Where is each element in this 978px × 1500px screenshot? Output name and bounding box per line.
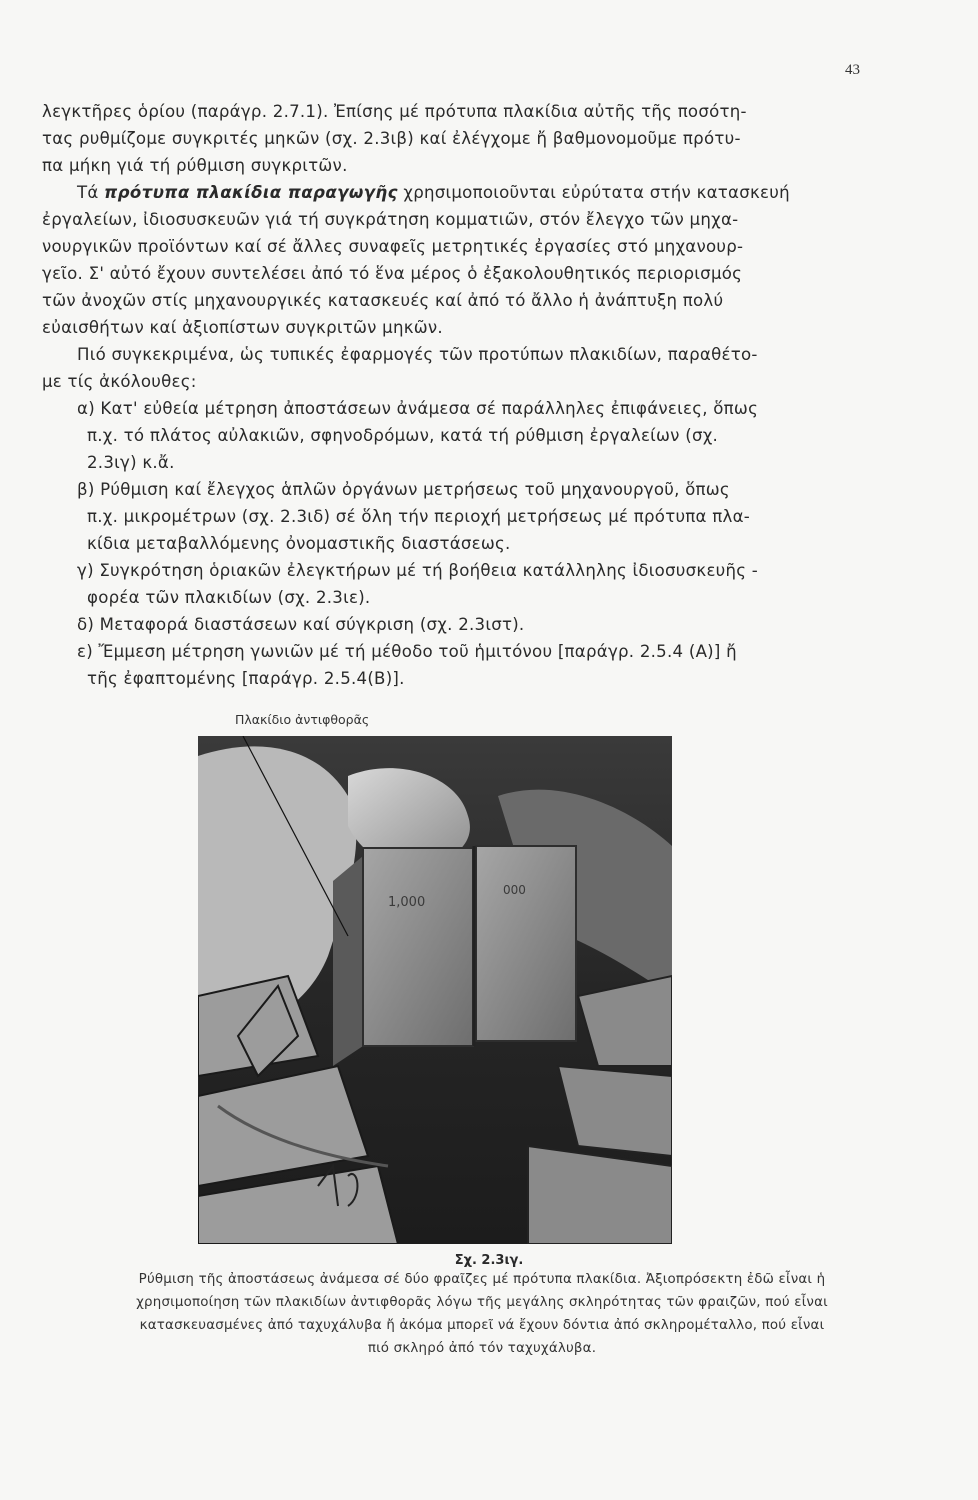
list-item-e: ε) Ἔμμεση μέτρηση γωνιῶν μέ τή μέθοδο τοῦ ἡμιτόνου [παράγρ. 2.5.4 (Α)] ἤ bbox=[77, 642, 737, 661]
text-line bbox=[42, 179, 852, 206]
paragraph-1 bbox=[42, 98, 852, 179]
block-right-marking: 000 bbox=[503, 883, 526, 897]
text-line: τῶν ἀνοχῶν στίς μηχανουργικές κατασκευές καί ἀπό τό ἄλλο ἡ ἀνάπτυξη πολύ bbox=[42, 291, 724, 310]
text-line: ἐργαλείων, ἰδιοσυσκευῶν γιά τή συγκράτηση κομματιῶν, στόν ἔλεγχο τῶν μηχα- bbox=[42, 210, 739, 229]
paragraph-3 bbox=[42, 341, 852, 395]
caption-line: κατασκευασμένες ἀπό ταχυχάλυβα ἤ ἀκόμα μπορεῖ νά ἔχουν δόντια ἀπό σκληρομέταλλο, πού εἶναι bbox=[139, 1318, 825, 1333]
caption-line: Ρύθμιση τῆς ἀποστάσεως ἀνάμεσα σέ δύο φραῖζες μέ πρότυπα πλακίδια. Ἀξιοπρόσεκτη ἐδῶ εἶναι ἡ bbox=[138, 1272, 826, 1287]
figure-photo bbox=[198, 736, 672, 1244]
emphasized-term: πρότυπα πλακίδια παραγωγῆς bbox=[104, 183, 398, 202]
list-item-c: γ) Συγκρότηση ὁριακῶν ἐλεγκτήρων μέ τή βοήθεια κατάλληλης ἰδιοσυσκευῆς - bbox=[77, 561, 759, 580]
list-item-d: δ) Μεταφορά διαστάσεων καί σύγκριση (σχ. 2.3ιστ). bbox=[77, 615, 525, 634]
page-number: 43 bbox=[845, 62, 860, 78]
block-side bbox=[333, 856, 363, 1066]
caption-line: χρησιμοποίηση τῶν πλακιδίων ἀντιφθορᾶς λόγω τῆς μεγάλης σκληρότητας τῶν φραιζῶν, πού εἶναι bbox=[136, 1295, 828, 1310]
body-text bbox=[42, 98, 852, 692]
list-item-continuation: π.χ. τό πλάτος αὐλακιῶν, σφηνοδρόμων, κατά τή ρύθμιση ἐργαλείων (σχ. bbox=[87, 426, 719, 445]
gauge-block-right bbox=[476, 846, 576, 1041]
text-line: Πιό συγκεκριμένα, ὡς τυπικές ἐφαρμογές τῶν προτύπων πλακιδίων, παραθέτο- bbox=[77, 345, 758, 364]
block-left-marking: 1,000 bbox=[388, 895, 426, 910]
list-item-continuation: κίδια μεταβαλλόμενης ὀνομαστικῆς διαστάσεως. bbox=[87, 534, 511, 553]
text-line: νουργικῶν προϊόντων καί σέ ἄλλες συναφεῖς μετρητικές ἐργασίες στό μηχανουρ- bbox=[42, 237, 744, 256]
text-line: λεγκτῆρες ὁρίου (παράγρ. 2.7.1). Ἐπίσης μέ πρότυπα πλακίδια αὐτῆς τῆς ποσότη- bbox=[42, 102, 747, 121]
paragraph-2 bbox=[42, 179, 852, 341]
list-item-continuation: π.χ. μικρομέτρων (σχ. 2.3ιδ) σέ ὅλη τήν περιοχή μετρήσεως μέ πρότυπα πλα- bbox=[87, 507, 750, 526]
list-item-a: α) Κατ' εὐθεία μέτρηση ἀποστάσεων ἀνάμεσα σέ παράλληλες ἐπιφάνειες, ὅπως bbox=[77, 399, 759, 418]
list-item-b: β) Ρύθμιση καί ἔλεγχος ἁπλῶν ὀργάνων μετρήσεως τοῦ μηχανουργοῦ, ὅπως bbox=[77, 480, 730, 499]
text-line: με τίς ἀκόλουθες: bbox=[42, 372, 197, 391]
figure-label: Πλακίδιο ἀντιφθορᾶς bbox=[235, 712, 370, 727]
gauge-block-left bbox=[363, 848, 473, 1046]
text-line: γεῖο. Σ' αὐτό ἔχουν συντελέσει ἀπό τό ἕνα μέρος ὁ ἐξακολουθητικός περιορισμός bbox=[42, 264, 743, 283]
text-line: εὐαισθήτων καί ἀξιοπίστων συγκριτῶν μηκῶν. bbox=[42, 318, 443, 337]
text-fragment: χρησιμοποιοῦνται εὐρύτατα στήν κατασκευή bbox=[397, 183, 790, 202]
applications-list bbox=[42, 395, 852, 692]
list-item-continuation: τῆς ἐφαπτομένης [παράγρ. 2.5.4(Β)]. bbox=[87, 669, 405, 688]
text-fragment: Τά bbox=[77, 183, 105, 202]
photo-illustration bbox=[198, 736, 672, 1244]
figure-caption-title: Σχ. 2.3ιγ. bbox=[454, 1253, 524, 1268]
text-line: πα μήκη γιά τή ρύθμιση συγκριτῶν. bbox=[42, 156, 348, 175]
list-item-continuation: φορέα τῶν πλακιδίων (σχ. 2.3ιε). bbox=[87, 588, 371, 607]
text-line: τας ρυθμίζομε συγκριτές μηκῶν (σχ. 2.3ιβ) καί ἐλέγχομε ἤ βαθμονομοῦμε πρότυ- bbox=[42, 129, 741, 148]
list-item-continuation: 2.3ιγ) κ.ἄ. bbox=[87, 453, 175, 472]
figure-caption bbox=[42, 1268, 922, 1360]
caption-line: πιό σκληρό ἀπό τόν ταχυχάλυβα. bbox=[367, 1341, 597, 1356]
